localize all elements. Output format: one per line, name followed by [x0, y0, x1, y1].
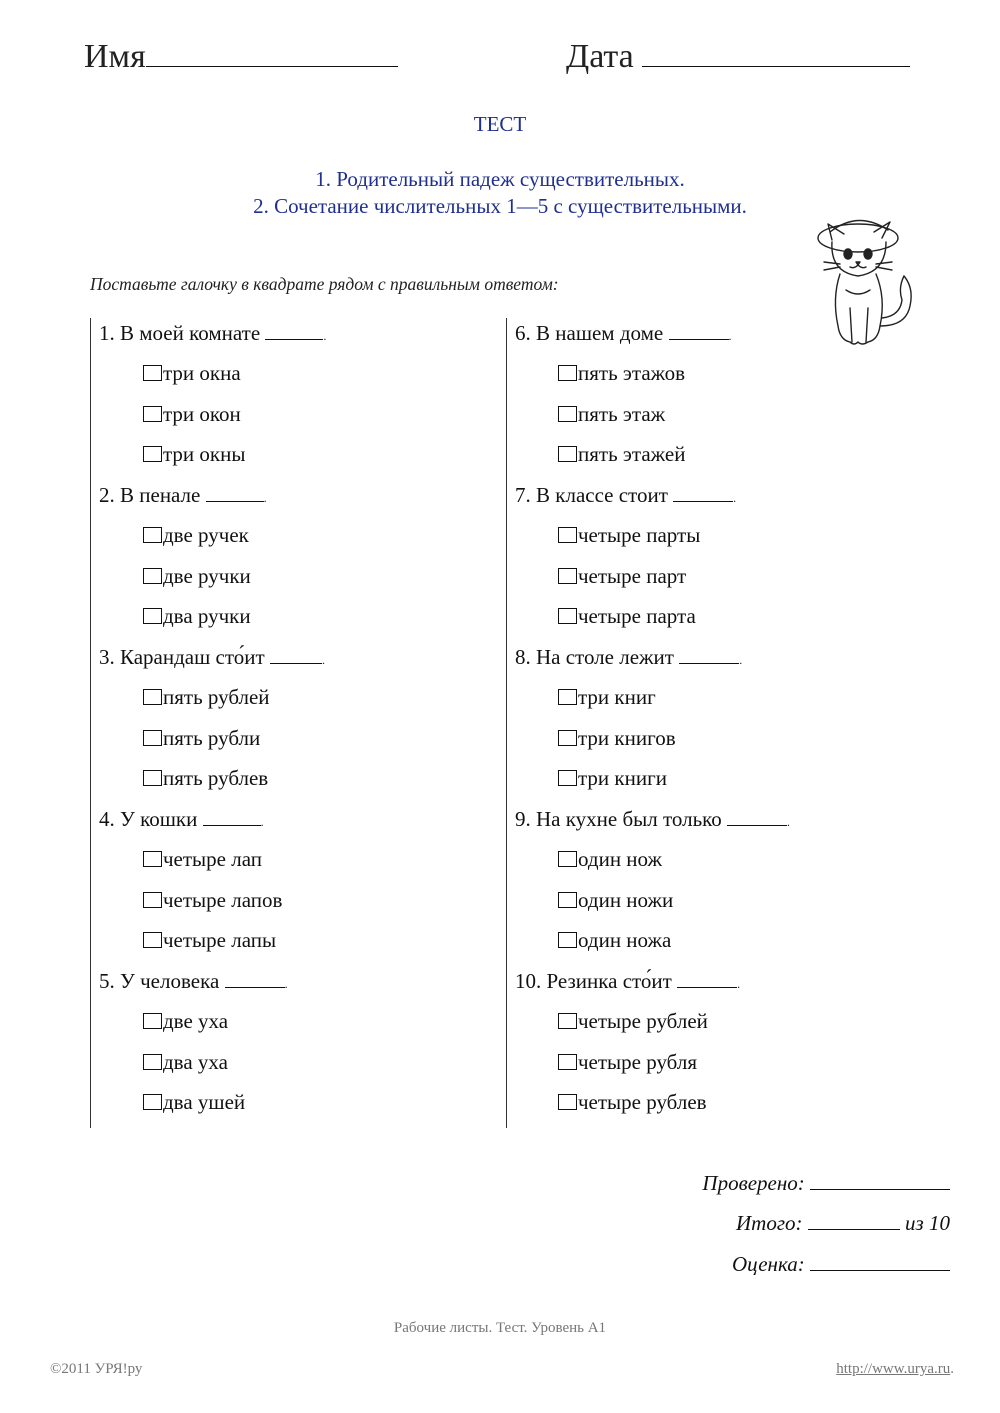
checkbox-icon[interactable] [558, 770, 577, 786]
total-label: Итого: [736, 1211, 803, 1235]
question-prompt: 9. На кухне был только [515, 807, 722, 831]
option-label: три окны [163, 442, 246, 466]
checkbox-icon[interactable] [558, 892, 577, 908]
question-prompt: 7. В классе стоит [515, 483, 668, 507]
question-prompt: 10. Резинка сто́ит [515, 969, 672, 993]
question-prompt: 4. У кошки [99, 807, 198, 831]
answer-option[interactable] [143, 1049, 228, 1075]
question-prompt: 3. Карандаш сто́ит [99, 645, 265, 669]
answer-option[interactable] [143, 684, 270, 710]
period: . [733, 491, 737, 505]
answer-option[interactable] [143, 725, 260, 751]
option-label: пять этажов [578, 361, 686, 385]
checkbox-icon[interactable] [143, 689, 162, 705]
question-7 [515, 482, 736, 511]
grade-blank[interactable] [810, 1254, 950, 1271]
question-5 [99, 968, 288, 997]
option-label: две ручки [163, 563, 251, 588]
checkbox-icon[interactable] [558, 608, 577, 624]
answer-blank[interactable] [225, 971, 285, 988]
option-label: три книг [578, 685, 656, 709]
period: . [323, 329, 327, 343]
answer-blank[interactable] [265, 323, 323, 340]
checkbox-icon[interactable] [143, 527, 162, 543]
option-label: две ручек [163, 523, 249, 547]
answer-option[interactable] [558, 563, 686, 589]
answer-option[interactable] [558, 765, 667, 791]
date-label: Дата [566, 38, 634, 75]
option-label: четыре рублей [578, 1009, 708, 1033]
answer-option[interactable] [558, 927, 671, 953]
checked-blank[interactable] [810, 1173, 950, 1190]
period: . [787, 815, 791, 829]
answer-option[interactable] [143, 846, 262, 872]
right-column-rule [506, 318, 507, 1128]
question-10 [515, 968, 740, 997]
option-label: три книги [578, 766, 667, 790]
checkbox-icon[interactable] [143, 1013, 162, 1029]
answer-option[interactable] [558, 522, 700, 548]
question-8 [515, 644, 742, 673]
answer-option[interactable] [143, 441, 245, 467]
option-label: три окна [163, 361, 241, 385]
answer-option[interactable] [558, 603, 696, 629]
checkbox-icon[interactable] [143, 730, 162, 746]
question-prompt: 1. В моей комнате [99, 321, 261, 345]
option-label: пять рублей [163, 685, 270, 709]
checkbox-icon[interactable] [558, 1094, 577, 1110]
checkbox-icon[interactable] [558, 1013, 577, 1029]
answer-option[interactable] [143, 1008, 228, 1034]
checkbox-icon[interactable] [558, 406, 577, 422]
option-label: три книгов [578, 725, 676, 750]
test-title: ТЕСТ [473, 112, 527, 136]
answer-option[interactable] [558, 401, 665, 427]
checkbox-icon[interactable] [143, 851, 162, 867]
checkbox-icon[interactable] [558, 365, 577, 381]
period: . [737, 977, 741, 991]
answer-option[interactable] [143, 401, 241, 427]
option-label: пять этаж [578, 401, 666, 426]
website-link[interactable]: http://www.urya.ru [836, 1361, 951, 1377]
answer-option[interactable] [558, 1089, 707, 1115]
answer-option[interactable] [558, 1008, 708, 1034]
option-label: один нож [578, 847, 663, 871]
checked-row [702, 1171, 950, 1196]
question-2 [99, 482, 267, 511]
checkbox-icon[interactable] [558, 689, 577, 705]
answer-option[interactable] [143, 887, 282, 913]
name-label: Имя [84, 38, 146, 75]
checkbox-icon[interactable] [143, 365, 162, 381]
period: . [284, 977, 288, 991]
option-label: пять этажей [578, 442, 686, 466]
option-label: один ножа [578, 928, 672, 952]
option-label: три окон [163, 401, 241, 426]
period: . [260, 815, 264, 829]
option-label: четыре рубля [578, 1049, 697, 1074]
footer-dot: . [950, 1361, 954, 1377]
answer-option[interactable] [143, 927, 276, 953]
answer-option[interactable] [143, 765, 268, 791]
question-3 [99, 644, 325, 673]
checkbox-icon[interactable] [143, 446, 162, 462]
answer-option[interactable] [143, 563, 251, 589]
option-label: четыре парта [578, 604, 696, 628]
checkbox-icon[interactable] [143, 1094, 162, 1110]
option-label: четыре лап [163, 847, 263, 871]
footer-copyright: ©2011 УРЯ!ру [50, 1361, 143, 1377]
checkbox-icon[interactable] [143, 932, 162, 948]
option-label: два уха [163, 1049, 228, 1074]
checkbox-icon[interactable] [558, 1054, 577, 1070]
answer-blank[interactable] [677, 971, 737, 988]
option-label: два ручки [163, 604, 251, 628]
answer-blank[interactable] [270, 647, 322, 664]
answer-blank[interactable] [669, 323, 729, 340]
period: . [728, 329, 732, 343]
checkbox-icon[interactable] [143, 1054, 162, 1070]
period: . [263, 491, 267, 505]
period: . [321, 653, 325, 667]
left-column-rule [90, 318, 91, 1128]
checkbox-icon[interactable] [143, 568, 162, 584]
name-field[interactable] [84, 36, 398, 76]
answer-blank[interactable] [727, 809, 787, 826]
checkbox-icon[interactable] [558, 730, 577, 746]
subtitle-1: 1. Родительный падеж существительных. [315, 167, 685, 191]
answer-option[interactable] [558, 846, 662, 872]
option-label: один ножи [578, 887, 674, 912]
date-field[interactable] [566, 36, 910, 76]
answer-blank[interactable] [206, 485, 264, 502]
question-6 [515, 320, 732, 349]
option-label: две уха [163, 1009, 229, 1033]
checkbox-icon[interactable] [558, 446, 577, 462]
grade-label: Оценка: [732, 1252, 805, 1276]
subtitle-2: 2. Сочетание числительных 1—5 с существительными. [253, 194, 747, 218]
date-blank[interactable] [642, 36, 910, 67]
answer-blank[interactable] [203, 809, 261, 826]
period: . [739, 653, 743, 667]
answer-option[interactable] [558, 887, 673, 913]
cat-illustration-icon [810, 208, 922, 350]
checkbox-icon[interactable] [143, 608, 162, 624]
checkbox-icon[interactable] [143, 406, 162, 422]
option-label: четыре лапов [163, 887, 283, 912]
grade-row [732, 1252, 950, 1277]
checkbox-icon[interactable] [558, 932, 577, 948]
answer-option[interactable] [558, 441, 685, 467]
name-blank[interactable] [146, 36, 398, 67]
checkbox-icon[interactable] [558, 568, 577, 584]
question-prompt: 5. У человека [99, 969, 220, 993]
question-prompt: 6. В нашем доме [515, 321, 664, 345]
answer-option[interactable] [143, 603, 251, 629]
question-prompt: 2. В пенале [99, 483, 201, 507]
answer-option[interactable] [558, 1049, 697, 1075]
answer-option[interactable] [143, 360, 241, 386]
total-suffix: из 10 [905, 1211, 950, 1235]
total-blank[interactable] [808, 1213, 900, 1230]
option-label: четыре парты [578, 523, 701, 547]
answer-option[interactable] [558, 360, 685, 386]
option-label: четыре рублев [578, 1090, 707, 1114]
answer-option[interactable] [143, 1089, 245, 1115]
checked-label: Проверено: [702, 1171, 805, 1195]
checkbox-icon[interactable] [143, 770, 162, 786]
answer-option[interactable] [558, 684, 656, 710]
option-label: пять рубли [163, 725, 261, 750]
checkbox-icon[interactable] [143, 892, 162, 908]
option-label: четыре парт [578, 563, 687, 588]
answer-option[interactable] [143, 522, 249, 548]
footer-center: Рабочие листы. Тест. Уровень А1 [393, 1320, 607, 1336]
question-4 [99, 806, 264, 835]
question-1 [99, 320, 326, 349]
option-label: два ушей [163, 1090, 246, 1114]
total-row [736, 1211, 950, 1236]
answer-blank[interactable] [679, 647, 739, 664]
checkbox-icon[interactable] [558, 527, 577, 543]
checkbox-icon[interactable] [558, 851, 577, 867]
instruction: Поставьте галочку в квадрате рядом с правильным ответом: [90, 274, 559, 294]
option-label: пять рублев [163, 766, 269, 790]
answer-blank[interactable] [673, 485, 733, 502]
question-9 [515, 806, 790, 835]
question-prompt: 8. На столе лежит [515, 645, 674, 669]
footer-link-wrap [836, 1361, 954, 1378]
answer-option[interactable] [558, 725, 676, 751]
option-label: четыре лапы [163, 928, 277, 952]
